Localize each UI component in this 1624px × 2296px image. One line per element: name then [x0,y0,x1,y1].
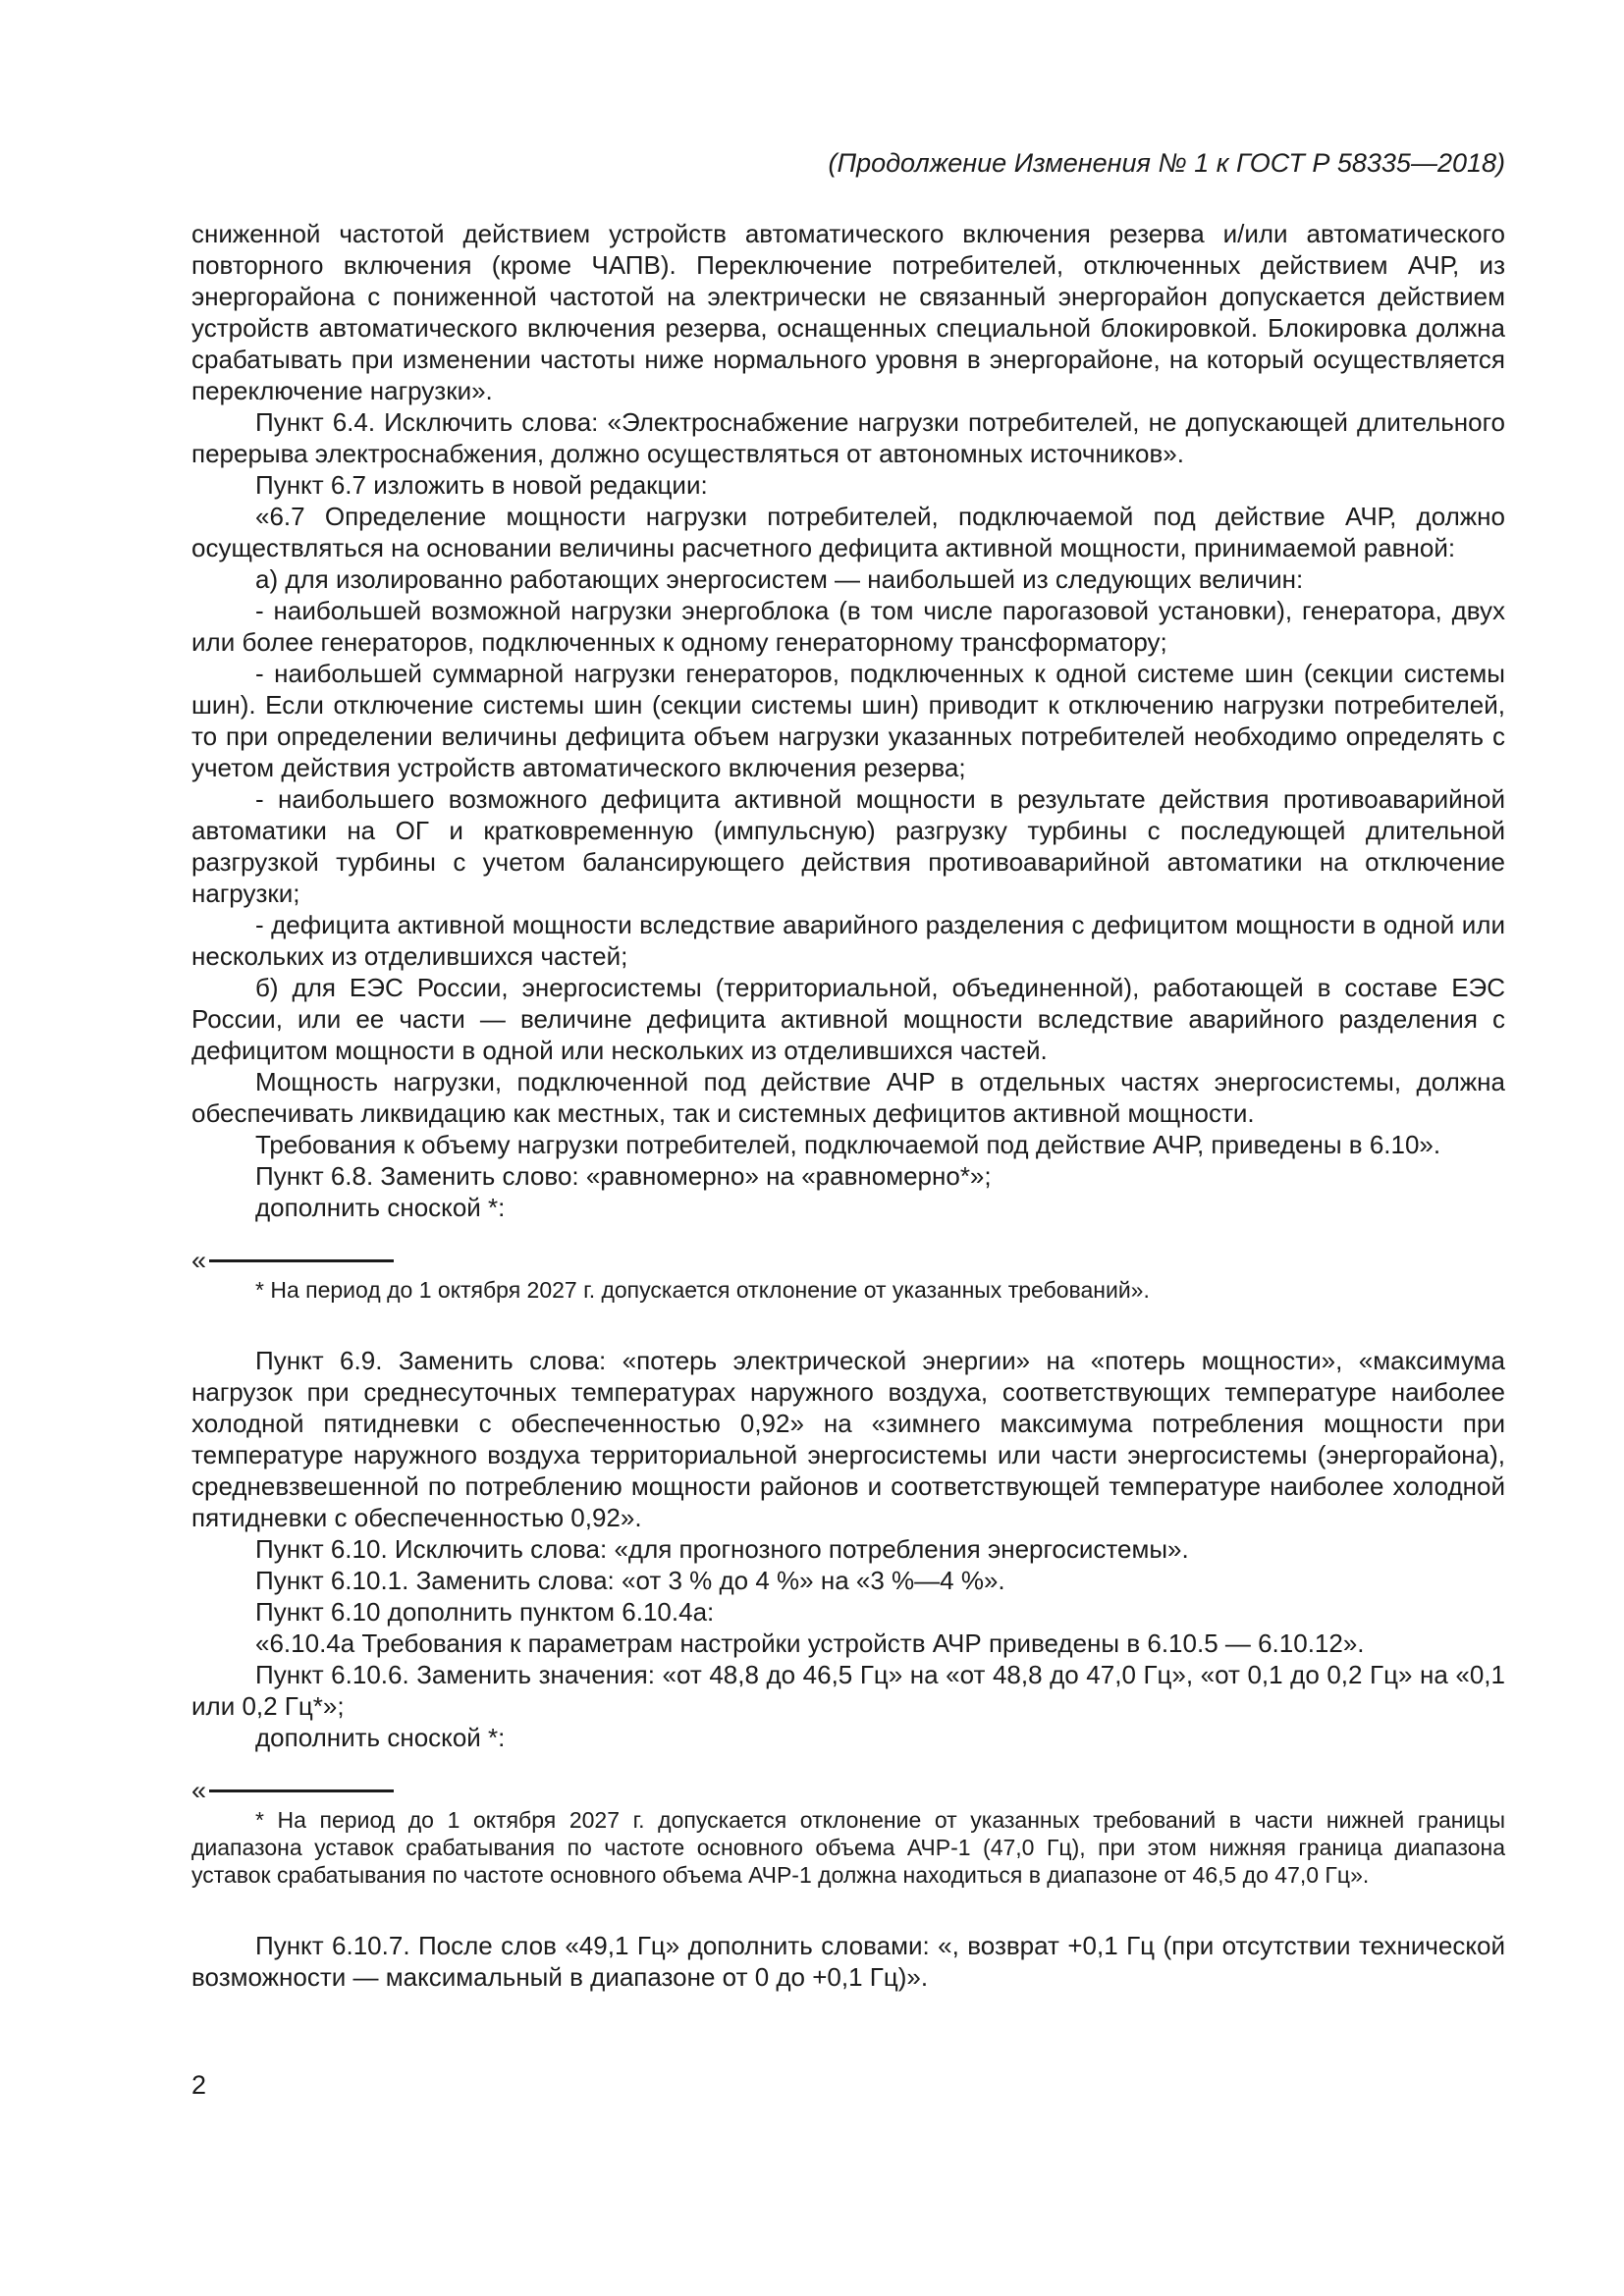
opening-quote-mark: « [191,1776,207,1805]
body-paragraph: Пункт 6.9. Заменить слова: «потерь электрической энергии» на «потерь мощности», «максимума нагрузок при среднесуточных температурах наружного воздуха, соответствующих температуре наиболее холодной пятидневки с обеспеченностью 0,92» на «зимнего максимума потребления мощности при температуре наружного воздуха территориальной энергосистемы или части энергосистемы (энергорайона), средневзвешенной по потреблению мощности районов и соответствующей температуре наиболее холодной пятидневки с обеспеченностью 0,92». [191,1346,1505,1532]
body-paragraph: Пункт 6.10 дополнить пунктом 6.10.4а: [255,1597,715,1627]
document-body [191,218,1505,1993]
body-paragraph: - наибольшего возможного дефицита активной мощности в результате действия противоаварийной автоматики на ОГ и кратковременную (импульсную) разгрузку турбины с последующей длительной разгрузкой турбины с учетом балансирующего действия противоаварийной автоматики на отключение нагрузки; [191,784,1505,908]
body-paragraph: Пункт 6.10.6. Заменить значения: «от 48,8 до 46,5 Гц» на «от 48,8 до 47,0 Гц», «от 0,1 до 0,2 Гц» на «0,1 или 0,2 Гц*»; [191,1660,1505,1721]
body-paragraph: Пункт 6.7 изложить в новой редакции: [255,470,708,500]
body-paragraph: дополнить сноской *: [255,1723,506,1752]
footnote-text: * На период до 1 октября 2027 г. допускается отклонение от указанных требований». [255,1277,1150,1303]
footnote-rule-line [209,1259,394,1262]
continuation-header: (Продолжение Изменения № 1 к ГОСТ Р 58335—2018) [828,148,1505,178]
body-paragraph: сниженной частотой действием устройств автоматического включения резерва и/или автоматического повторного включения (кроме ЧАПВ). Переключение потребителей, отключенных действием АЧР, из энергорайона с пониженной частотой на электрически не связанный энергорайон допускается действием устройств автоматического включения резерва, оснащенных специальной блокировкой. Блокировка должна срабатывать при изменении частоты ниже нормального уровня в энергорайоне, на который осуществляется переключение нагрузки». [191,219,1505,405]
footnote-separator [191,1776,1505,1805]
footnote-separator [191,1246,1505,1275]
body-paragraph: «6.10.4а Требования к параметрам настройки устройств АЧР приведены в 6.10.5 — 6.10.12». [255,1629,1365,1658]
body-paragraph: Пункт 6.10. Исключить слова: «для прогнозного потребления энергосистемы». [255,1534,1189,1564]
footnote-rule-line [209,1789,394,1792]
body-paragraph: Пункт 6.8. Заменить слово: «равномерно» на «равномерно*»; [255,1161,992,1191]
body-paragraph: Пункт 6.4. Исключить слова: «Электроснабжение нагрузки потребителей, не допускающей длительного перерыва электроснабжения, должно осуществляться от автономных источников». [191,407,1505,468]
opening-quote-mark: « [191,1246,207,1275]
body-paragraph: - наибольшей суммарной нагрузки генераторов, подключенных к одной системе шин (секции системы шин). Если отключение системы шин (секции системы шин) приводит к отключению нагрузки потребителей, то при определении величины дефицита объем нагрузки указанных потребителей необходимо определять с учетом действия устройств автоматического включения резерва; [191,659,1505,782]
footnote-text: * На период до 1 октября 2027 г. допускается отклонение от указанных требований в части нижней границы диапазона уставок срабатывания по частоте основного объема АЧР-1 (47,0 Гц), при этом нижняя граница диапазона уставок срабатывания по частоте основного объема АЧР-1 должна находиться в диапазоне от 46,5 до 47,0 Гц». [191,1807,1505,1888]
body-paragraph: «6.7 Определение мощности нагрузки потребителей, подключаемой под действие АЧР, должно осуществляться на основании величины расчетного дефицита активной мощности, принимаемой равной: [191,502,1505,562]
body-paragraph: а) для изолированно работающих энергосистем — наибольшей из следующих величин: [255,564,1304,594]
body-paragraph: дополнить сноской *: [255,1193,506,1222]
body-paragraph: - дефицита активной мощности вследствие аварийного разделения с дефицитом мощности в одной или нескольких из отделившихся частей; [191,910,1505,971]
document-content [191,147,1505,1993]
page-number: 2 [191,2070,207,2100]
body-paragraph: Мощность нагрузки, подключенной под действие АЧР в отдельных частях энергосистемы, должна обеспечивать ликвидацию как местных, так и системных дефицитов активной мощности. [191,1067,1505,1128]
body-paragraph: Пункт 6.10.7. После слов «49,1 Гц» дополнить словами: «, возврат +0,1 Гц (при отсутствии технической возможности — максимальный в диапазоне от 0 до +0,1 Гц)». [191,1931,1505,1992]
body-paragraph: - наибольшей возможной нагрузки энергоблока (в том числе парогазовой установки), генератора, двух или более генераторов, подключенных к одному генераторному трансформатору; [191,596,1505,657]
body-paragraph: Требования к объему нагрузки потребителей, подключаемой под действие АЧР, приведены в 6.10». [255,1130,1441,1159]
body-paragraph: Пункт 6.10.1. Заменить слова: «от 3 % до 4 %» на «3 %—4 %». [255,1566,1005,1595]
body-paragraph: б) для ЕЭС России, энергосистемы (территориальной, объединенной), работающей в составе ЕЭС России, или ее части — величине дефицита активной мощности вследствие аварийного разделения с дефицитом мощности в одной или нескольких из отделившихся частей. [191,973,1505,1065]
